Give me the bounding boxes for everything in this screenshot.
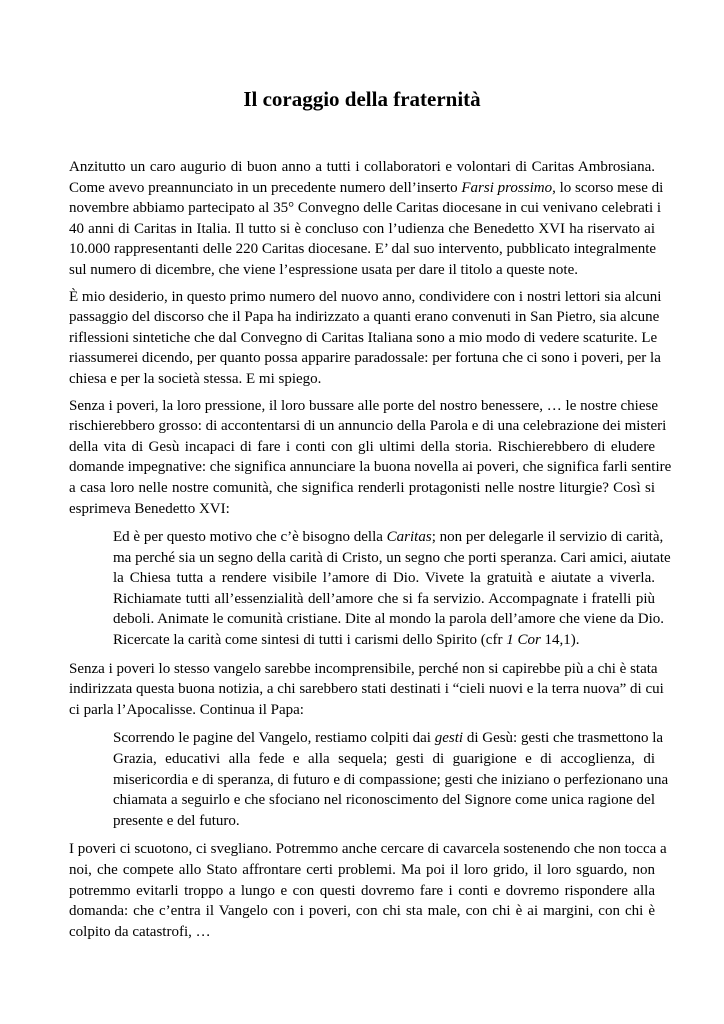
text-run: della vita di Gesù incapaci di fare i conti con gli ultimi della storia. Rischierebbero di eludere bbox=[69, 438, 655, 455]
page-title: Il coraggio della fraternità bbox=[243, 87, 481, 111]
text-line bbox=[113, 728, 664, 749]
text-line bbox=[69, 348, 661, 369]
text-line bbox=[69, 396, 658, 417]
text-line bbox=[69, 457, 672, 478]
text-line bbox=[69, 287, 662, 308]
text-run: Anzitutto un caro augurio di buon anno a tutti i collaboratori e volontari di Caritas Ambrosiana. bbox=[69, 159, 655, 175]
text-run: I poveri ci scuotono, ci svegliano. Potremmo anche cercare di cavarcela sostenendo che non tocca a bbox=[69, 841, 667, 858]
block-quote bbox=[113, 728, 669, 831]
text-line bbox=[69, 328, 658, 349]
text-run: rischierebbero grosso: di accontentarsi di un annuncio della Parola e di una celebrazione dei misteri bbox=[69, 418, 667, 435]
text-run: colpito da catastrofi, … bbox=[69, 923, 211, 940]
text-line bbox=[69, 881, 655, 902]
italic-text: 1 Cor bbox=[506, 632, 541, 649]
text-line bbox=[69, 369, 655, 390]
text-line bbox=[69, 679, 664, 700]
text-line bbox=[69, 901, 655, 922]
text-run: ; non per delegarle il servizio di carità, bbox=[431, 529, 664, 546]
paragraph bbox=[69, 839, 667, 942]
text-line bbox=[69, 260, 655, 281]
text-run: 14,1). bbox=[540, 632, 580, 649]
italic-text: Caritas bbox=[386, 529, 432, 546]
text-line bbox=[113, 609, 665, 630]
text-run: misericordia e di speranza, di futuro e di compassione; gesti che iniziano o perfezionano una bbox=[113, 771, 669, 788]
text-run: presente e del futuro. bbox=[113, 812, 240, 829]
text-run: potremmo evitarli troppo a lungo e con questi dovremo fare i conti e dovremo rispondere alla bbox=[69, 882, 655, 899]
text-line bbox=[69, 416, 667, 437]
text-line bbox=[69, 239, 655, 260]
text-line bbox=[113, 811, 655, 832]
text-run: novembre abbiamo partecipato al 35° Convegno delle Caritas diocesane in cui venivano celebrati i bbox=[69, 200, 662, 217]
text-run: domanda: che c’entra il Vangelo con i poveri, con chi sta male, con chi è ai margini, con chi è bbox=[69, 903, 655, 920]
text-line bbox=[69, 157, 655, 178]
paragraph bbox=[69, 287, 662, 390]
text-run: , lo scorso mese di bbox=[552, 179, 664, 196]
italic-text: gesti bbox=[434, 730, 464, 747]
text-line bbox=[69, 198, 662, 219]
text-line bbox=[69, 437, 655, 458]
text-run: 10.000 rappresentanti delle 220 Caritas diocesane. E’ dal suo intervento, pubblicato integralmente bbox=[69, 241, 657, 258]
text-line bbox=[69, 219, 655, 240]
text-line bbox=[113, 749, 655, 770]
text-run: Richiamate tutti all’essenzialità dell’amore che si fa servizio. Accompagnate i fratelli più bbox=[113, 590, 655, 607]
text-run: 40 anni di Caritas in Italia. Il tutto si è concluso con l’udienza che Benedetto XVI ha riservato ai bbox=[69, 220, 655, 237]
text-run: deboli. Animate le comunità cristiane. Dite al mondo la parola dell’amore che viene da Dio. bbox=[113, 611, 665, 628]
text-run: Scorrendo le pagine del Vangelo, restiamo colpiti dai bbox=[113, 730, 435, 747]
block-quote bbox=[113, 527, 671, 651]
text-line bbox=[69, 839, 667, 860]
text-run: a casa loro nelle nostre comunità, che significa renderli protagonisti nelle nostre liturgie? Così si bbox=[69, 479, 655, 496]
text-line bbox=[113, 630, 655, 651]
text-run: chiesa e per la società stessa. E mi spiego. bbox=[69, 370, 322, 387]
text-line bbox=[113, 790, 655, 811]
text-line bbox=[69, 922, 655, 943]
text-run: indirizzata questa buona notizia, a chi sarebbero stati destinati i “cieli nuovi e la terra nuova” di cui bbox=[69, 681, 664, 698]
text-line bbox=[69, 307, 660, 328]
text-run: Senza i poveri lo stesso vangelo sarebbe incomprensibile, perché non si capirebbe più a chi è stata bbox=[69, 660, 658, 677]
text-run: Ed è per questo motivo che c’è bisogno della bbox=[113, 529, 387, 546]
document-body bbox=[69, 157, 672, 948]
paragraph bbox=[69, 659, 664, 721]
text-run: la Chiesa tutta a rendere visibile l’amore di Dio. Vivete la gratuità e aiutate a viverla. bbox=[113, 570, 655, 587]
text-line bbox=[69, 499, 655, 520]
text-line bbox=[113, 589, 655, 610]
text-run: ci parla l’Apocalisse. Continua il Papa: bbox=[69, 701, 304, 718]
text-line bbox=[69, 178, 664, 199]
text-run: Grazia, educativi alla fede e alla sequela; gesti di guarigione e di accoglienza, di bbox=[113, 751, 655, 768]
text-run: È mio desiderio, in questo primo numero del nuovo anno, condividere con i nostri lettori sia alcuni bbox=[69, 288, 662, 305]
text-line bbox=[113, 770, 669, 791]
text-run: passaggio del discorso che il Papa ha indirizzato a quanti erano convenuti in San Pietro, sia alcune bbox=[69, 309, 660, 326]
text-run: chiamata a seguirlo e che sfociano nel riconoscimento del Signore come unica ragione del bbox=[113, 792, 655, 809]
text-run: riflessioni sintetiche che dal Convegno di Caritas Italiana sono a mio modo di vedere scaturite. Le bbox=[69, 329, 658, 346]
text-line bbox=[69, 700, 655, 721]
text-run: noi, che compete allo Stato affrontare certi problemi. Ma poi il loro grido, il loro sguardo, non bbox=[69, 862, 655, 878]
text-line bbox=[69, 478, 655, 499]
text-run: riassumerei dicendo, per quanto possa apparire paradossale: per fortuna che ci sono i poveri, per la bbox=[69, 350, 661, 367]
text-run: Come avevo preannunciato in un precedente numero dell’inserto bbox=[69, 179, 462, 196]
text-run: ma perché sia un segno della carità di Cristo, un segno che porti speranza. Cari amici, aiutate bbox=[113, 549, 671, 566]
text-run: domande impegnative: che significa annunciare la buona novella ai poveri, che significa farli sentire bbox=[69, 459, 672, 476]
paragraph bbox=[69, 157, 664, 281]
paragraph bbox=[69, 396, 672, 520]
text-line bbox=[69, 860, 655, 881]
text-run: di Gesù: gesti che trasmettono la bbox=[463, 730, 664, 747]
text-line bbox=[113, 568, 655, 589]
text-run: sul numero di dicembre, che viene l’espressione usata per dare il titolo a queste note. bbox=[69, 261, 578, 278]
text-run: Ricercate la carità come sintesi di tutti i carismi dello Spirito (cfr bbox=[113, 632, 507, 649]
italic-text: Farsi prossimo bbox=[461, 179, 553, 196]
text-line bbox=[69, 659, 658, 680]
text-line bbox=[113, 527, 664, 548]
text-run: esprimeva Benedetto XVI: bbox=[69, 500, 230, 517]
text-run: Senza i poveri, la loro pressione, il loro bussare alle porte del nostro benessere, … le nostre chiese bbox=[69, 397, 658, 414]
text-line bbox=[113, 548, 671, 569]
